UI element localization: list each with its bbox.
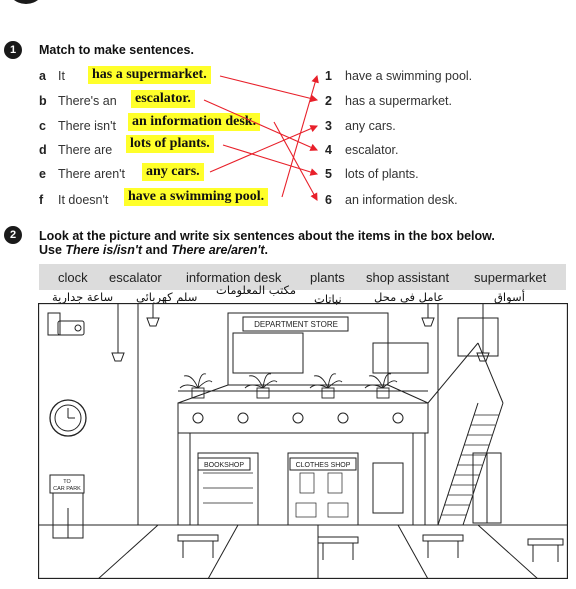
and-label: and [142, 243, 172, 257]
letter-e: e [39, 167, 46, 181]
right-text-1: have a swimming pool. [345, 69, 473, 83]
stem-d: There are [58, 143, 113, 157]
exercise-2-instruction-use [39, 243, 268, 257]
right-text-3: any cars. [345, 119, 396, 133]
right-text-6: an information desk. [345, 193, 458, 207]
arabic-shop-assistant: عامل في محل [374, 290, 444, 304]
match-line-b-4 [204, 100, 317, 150]
match-line-c-6 [274, 122, 317, 200]
word-plants: plants [310, 270, 345, 285]
sign-clothes-shop: CLOTHES SHOP [295, 462, 351, 469]
answer-d: lots of plants. [126, 135, 214, 153]
use-label: Use [39, 243, 66, 257]
right-num-6: 6 [325, 193, 332, 207]
right-num-5: 5 [325, 167, 332, 181]
word-information-desk: information desk [186, 270, 282, 285]
match-line-d-5 [223, 145, 317, 174]
stem-a: It [58, 69, 65, 83]
letter-d: d [39, 143, 47, 157]
sign-to: TO [63, 479, 71, 485]
right-num-2: 2 [325, 94, 332, 108]
answer-b: escalator. [131, 90, 195, 108]
stem-c: There isn't [58, 119, 116, 133]
stem-e: There aren't [58, 167, 126, 181]
letter-c: c [39, 119, 46, 133]
letter-b: b [39, 94, 47, 108]
sign-department-store: DEPARTMENT STORE [254, 320, 338, 329]
arabic-clock: ساعة جدارية [52, 290, 114, 304]
exercise-1-number: 1 [4, 41, 22, 59]
right-num-3: 3 [325, 119, 332, 133]
sign-car-park: CAR PARK [53, 486, 81, 492]
exercise-2-number: 2 [4, 226, 22, 244]
answer-a: has a supermarket. [88, 66, 211, 84]
right-text-2: has a supermarket. [345, 94, 452, 108]
exercise-1-instruction: Match to make sentences. [39, 43, 194, 57]
answer-e: any cars. [142, 163, 204, 181]
matching-lines [0, 0, 576, 220]
arabic-escalator: سلم كهربائي [136, 290, 198, 304]
right-text-5: lots of plants. [345, 167, 419, 181]
word-escalator: escalator [109, 270, 162, 285]
there-is-label: There is/isn't [65, 243, 143, 257]
word-supermarket: supermarket [474, 270, 547, 285]
match-line-a-2 [220, 76, 317, 100]
arabic-supermarket: أسواق [494, 290, 525, 304]
stem-f: It doesn't [58, 193, 109, 207]
arabic-plants: نباتات [314, 292, 342, 306]
answer-f: have a swimming pool. [124, 188, 268, 206]
arabic-information-desk: مكتب المعلومات [216, 283, 297, 297]
word-shop-assistant: shop assistant [366, 270, 450, 285]
right-text-4: escalator. [345, 143, 399, 157]
exercise-2-instruction: Look at the picture and write six sentences about the items in the box below. [39, 229, 495, 243]
letter-a: a [39, 69, 46, 83]
period-label: . [264, 243, 268, 257]
letter-f: f [39, 193, 44, 207]
word-clock: clock [58, 270, 88, 285]
stem-b: There's an [58, 94, 117, 108]
there-are-label: There are/aren't [171, 243, 265, 257]
department-store-picture [38, 303, 568, 579]
right-num-1: 1 [325, 69, 332, 83]
answer-c: an information desk. [128, 113, 260, 131]
right-num-4: 4 [325, 143, 332, 157]
sign-bookshop: BOOKSHOP [203, 462, 245, 469]
